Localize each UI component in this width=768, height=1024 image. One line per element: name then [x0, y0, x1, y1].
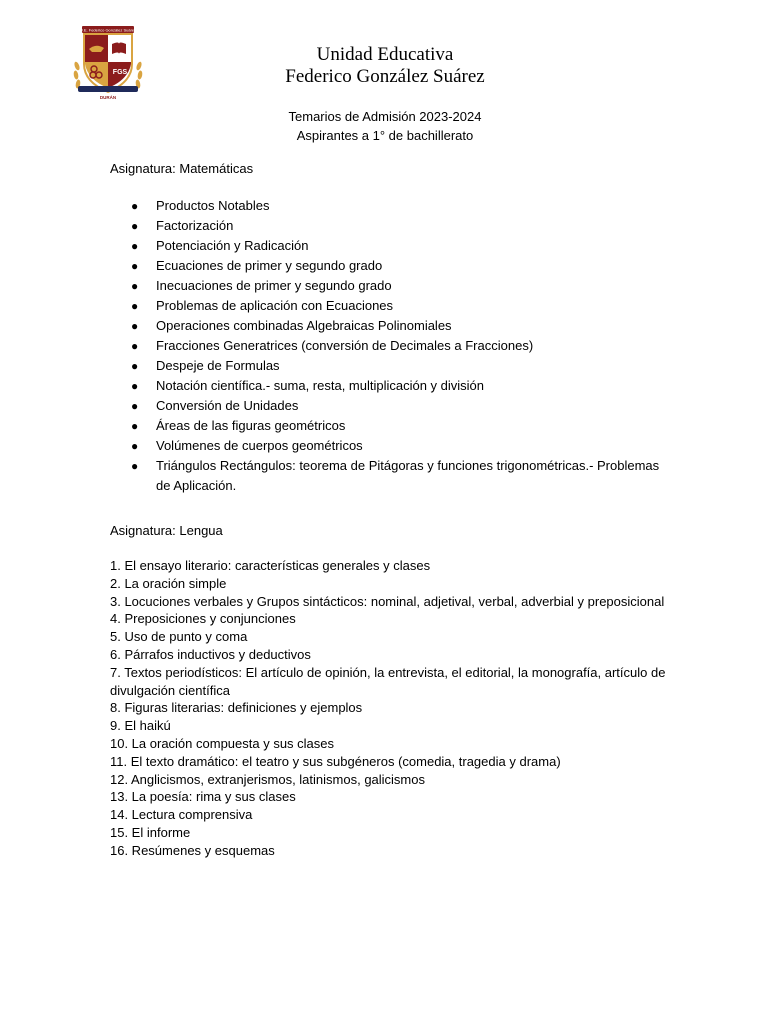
math-topic-item [110, 236, 670, 256]
lengua-topic-item: 5. Uso de punto y coma [110, 629, 248, 645]
lengua-topic-item: 1. El ensayo literario: características generales y clases [110, 558, 431, 573]
lengua-topic-list [110, 557, 670, 860]
math-topic-text: Triángulos Rectángulos: teorema de Pitágoras y funciones trigonométricas.- Problemas de Aplicación. [156, 458, 660, 493]
document-subtitle [200, 107, 570, 145]
bullet-icon: ● [131, 319, 139, 333]
school-logo [68, 22, 148, 102]
bullet-icon: ● [131, 199, 139, 213]
math-topic-item [110, 416, 670, 436]
lengua-topic-item: 13. La poesía: rima y sus clases [110, 789, 296, 805]
school-name-line1: Unidad Educativa [316, 44, 454, 65]
math-topic-text: Potenciación y Radicación [156, 238, 309, 253]
math-subject-label: Asignatura: Matemáticas [110, 161, 254, 176]
math-topic-text: Productos Notables [156, 198, 270, 213]
exam-title: Temarios de Admisión 2023-2024 [288, 109, 482, 124]
math-topic-text: Volúmenes de cuerpos geométricos [156, 438, 363, 453]
lengua-topic-item: 16. Resúmenes y esquemas [110, 842, 275, 858]
lengua-topic-item: 8. Figuras literarias: definiciones y ejemplos [110, 700, 363, 716]
math-topic-item [110, 256, 670, 276]
math-topic-item [110, 276, 670, 296]
math-topic-text: Factorización [156, 218, 234, 233]
math-topic-text: Ecuaciones de primer y segundo grado [156, 258, 383, 273]
lengua-topic-item: 6. Párrafos inductivos y deductivos [110, 646, 311, 662]
school-crest-icon [68, 22, 148, 102]
bullet-icon: ● [131, 459, 139, 473]
school-name [240, 44, 530, 88]
lengua-topic-item: 10. La oración compuesta y sus clases [110, 735, 335, 751]
lengua-topic-item: 9. El haikú [110, 718, 171, 734]
math-topic-item [110, 456, 670, 496]
bullet-icon: ● [131, 279, 139, 293]
lengua-topic-item: 4. Preposiciones y conjunciones [110, 611, 296, 627]
logo-initials: FGS [112, 69, 128, 76]
math-topic-text: Problemas de aplicación con Ecuaciones [156, 298, 394, 313]
logo-top-text: U.E. Federico González Suárez [79, 27, 137, 33]
bullet-icon: ● [131, 419, 139, 433]
math-topic-list [110, 196, 670, 496]
bullet-icon: ● [131, 359, 139, 373]
bullet-icon: ● [131, 219, 139, 233]
math-topic-text: Despeje de Formulas [156, 358, 280, 373]
lengua-topic-item: 14. Lectura comprensiva [110, 807, 253, 823]
bullet-icon: ● [131, 299, 139, 313]
bullet-icon: ● [131, 339, 139, 353]
bullet-icon: ● [131, 239, 139, 253]
math-topic-item [110, 196, 670, 216]
bullet-icon: ● [131, 399, 139, 413]
math-topic-item [110, 356, 670, 376]
logo-bottom-text: DURÁN [99, 95, 117, 100]
math-topic-text: Notación científica.- suma, resta, multiplicación y división [156, 378, 485, 393]
math-topic-item [110, 436, 670, 456]
lengua-topic-item: 11. El texto dramático: el teatro y sus subgéneros (comedia, tragedia y drama) [110, 753, 561, 769]
school-name-line2: Federico González Suárez [285, 66, 485, 87]
math-topic-item [110, 316, 670, 336]
math-topic-text: Conversión de Unidades [156, 398, 299, 413]
bullet-icon: ● [131, 379, 139, 393]
lengua-topic-item: 12. Anglicismos, extranjerismos, latinismos, galicismos [110, 771, 425, 787]
math-topic-item [110, 396, 670, 416]
math-topic-text: Operaciones combinadas Algebraicas Polinomiales [156, 318, 452, 333]
lengua-topic-item: 2. La oración simple [110, 575, 227, 591]
audience-label: Aspirantes a 1° de bachillerato [296, 128, 474, 143]
math-topic-item [110, 336, 670, 356]
math-topic-item [110, 216, 670, 236]
lengua-subject-label: Asignatura: Lengua [110, 523, 223, 538]
lengua-topic-item: 15. El informe [110, 824, 191, 840]
math-topic-text: Fracciones Generatrices (conversión de Decimales a Fracciones) [156, 338, 534, 353]
bullet-icon: ● [131, 439, 139, 453]
math-topic-item [110, 376, 670, 396]
math-topic-text: Áreas de las figuras geométricos [156, 418, 346, 433]
lengua-topic-item: 3. Locuciones verbales y Grupos sintácticos: nominal, adjetival, verbal, adverbial y preposicional [110, 593, 665, 609]
math-topic-text: Inecuaciones de primer y segundo grado [156, 278, 392, 293]
bullet-icon: ● [131, 259, 139, 273]
math-topic-item [110, 296, 670, 316]
lengua-topic-item: 7. Textos periodísticos: El artículo de opinión, la entrevista, el editorial, la monografía, artículo de divulgación científica [110, 664, 666, 698]
